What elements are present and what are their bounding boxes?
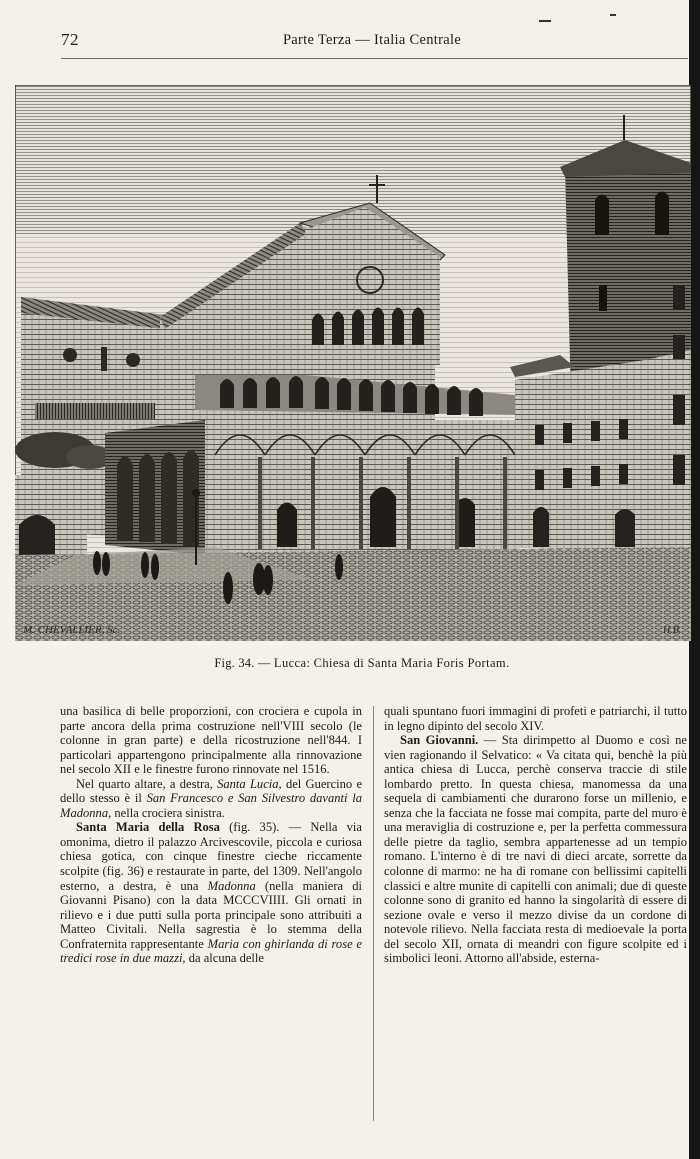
paragraph: una basilica di belle proporzioni, con crociera e cupola in parte ancora della prima costruzione nell'VIII secolo (le colonne in gran parte) e della ricostruzione nell'844. I particolari appartengono principalmente alla rinnovazione nel secolo XII e le finestre furono rinnovate nel 1516. — [60, 704, 362, 777]
engraver-signature-left: M. CHEVALLIER, Sc. — [23, 624, 121, 636]
left-foreground-wall — [15, 475, 87, 565]
church-engraving — [15, 85, 691, 641]
print-mark — [610, 14, 616, 16]
column-divider — [373, 706, 374, 1121]
paragraph: San Giovanni. — Sta dirimpetto al Duomo e così ne vien ragionando il Selvatico: « Va citata qui, benchè la più antica chiesa di Lucca, perchè conserva traccie di stile lombardo pretto. In questa chiesa, manomessa da una sequela di cambiamenti che durarono forse un millenio, e senza che la facciata ne fosse mai compita, parte del muro è una meraviglia di costruzione e, per la perfetta commessura delle pietre da taglio, sembra appartenesse ad un tempio romano. L'interno è di tre navi di dieci arcate, sorrette da colonne di marmo: ne ha di romane con bellissimi capitelli classici e altre munite di capitelli con animali; due di queste colonne sono di granito ed hanno la singolarità di essere di sezione ovale e verso il mezzo divise da un cordone di notevole rilievo. Nella facciata resta di medioevale la porta del secolo XII, ornata di meandri con figure scolpite ed i simbolici leoni. Attorno all'abside, esterna- — [384, 733, 687, 966]
paragraph: Santa Maria della Rosa (fig. 35). — Nella via omonima, dietro il palazzo Arcivescovile, piccola e curiosa chiesa gotica, con cinque finestre cieche riccamente scolpite (fig. 36) e restaurate in parte, del 1309. Nell'angolo esterno, a destra, è una Madonna (nella maniera di Giovanni Pisano) con la data MCCCVIIII. Gli ornati in rilievo e i due putti sulla porta principale sono attribuiti a Matteo Civitali. Nella sagrestia è lo stemma della Confraternita rappresentante Maria con ghirlanda di rose e tredici rose in due mazzi, da alcuna delle — [60, 820, 363, 966]
paragraph: quali spuntano fuori immagini di profeti e patriarchi, il tutto in legno dipinto del secolo XIV. — [384, 704, 687, 733]
engraver-signature-right: H.B. — [663, 625, 682, 636]
caption-place: Lucca: — [273, 656, 311, 670]
paragraph: Nel quarto altare, a destra, Santa Lucia, del Guercino e dello stesso è il San Francesco e San Silvestro davanti la Madonna, nella crociera sinistra. — [60, 776, 363, 820]
section-heading: Santa Maria della Rosa — [76, 820, 220, 835]
caption-prefix: Fig. 34. — — [214, 656, 271, 670]
figure-caption — [0, 656, 700, 671]
page-number: 72 — [61, 30, 79, 49]
header-rule — [61, 58, 688, 59]
right-column — [384, 704, 687, 966]
caption-subject: Chiesa di Santa Maria Foris Portam. — [313, 656, 510, 670]
section-heading: San Giovanni. — [400, 733, 479, 748]
print-mark — [539, 20, 551, 22]
running-title: Parte Terza — Italia Centrale — [282, 32, 462, 48]
left-column — [60, 704, 362, 966]
